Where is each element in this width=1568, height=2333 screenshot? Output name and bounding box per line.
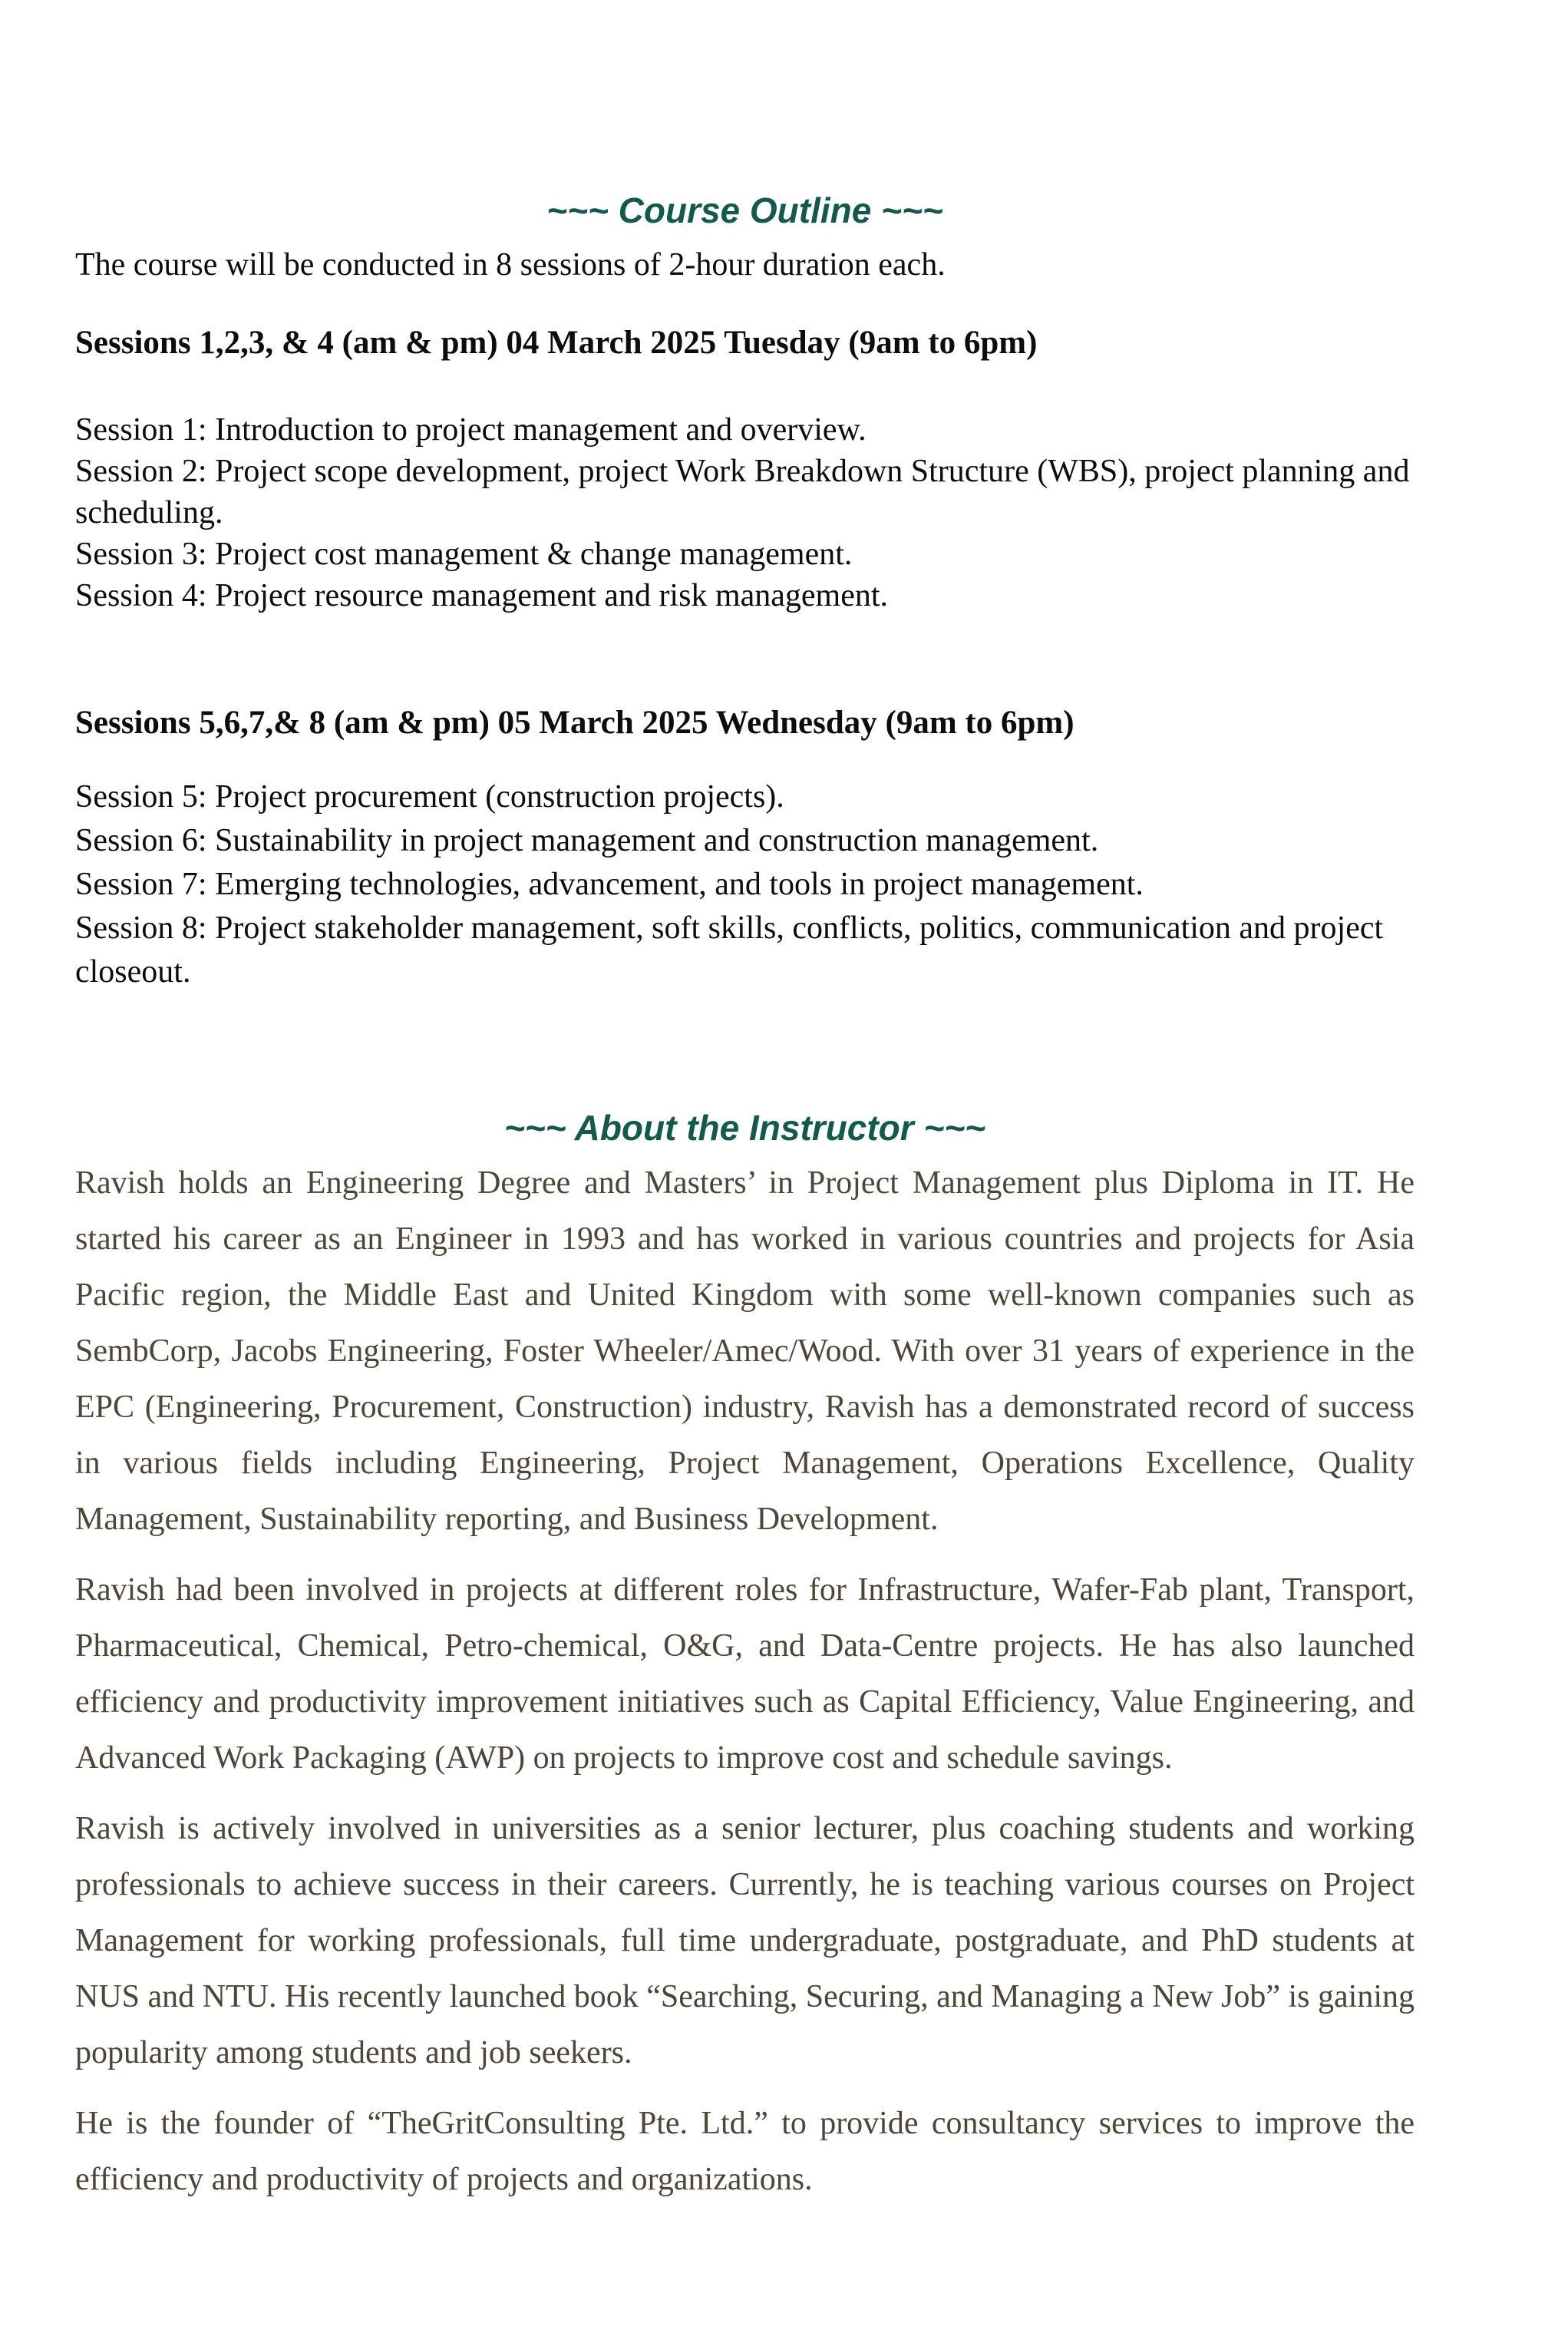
session-1-line: Session 1: Introduction to project management and overview.	[75, 412, 867, 448]
session-5-line: Session 5: Project procurement (construction projects).	[75, 779, 784, 815]
day1-session-list	[75, 409, 1415, 616]
about-instructor-heading: ~~~ About the Instructor ~~~	[503, 1108, 986, 1148]
instructor-paragraph-2: Ravish had been involved in projects at different roles for Infrastructure, Wafer-Fab plant, Transport, Pharmaceutical, Chemical, Petro-chemical, O&G, and Data-Centre projects. He has also launched efficiency and productivity improvement initiatives such as Capital Efficiency, Value Engineering, and Advanced Work Packaging (AWP) on projects to improve cost and schedule savings.	[75, 1572, 1415, 1776]
day1-sessions-heading: Sessions 1,2,3, & 4 (am & pm) 04 March 2025 Tuesday (9am to 6pm)	[75, 325, 1038, 361]
day2-sessions-heading: Sessions 5,6,7,& 8 (am & pm) 05 March 2025 Wednesday (9am to 6pm)	[75, 705, 1074, 741]
instructor-paragraph-4: He is the founder of “TheGritConsulting Pte. Ltd.” to provide consultancy services to improve the efficiency and productivity of projects and organizations.	[75, 2106, 1415, 2197]
session-4-line: Session 4: Project resource management and risk management.	[75, 578, 889, 613]
session-7-line: Session 7: Emerging technologies, advancement, and tools in project management.	[75, 867, 1144, 902]
document-page	[75, 0, 1415, 2222]
instructor-paragraph-1: Ravish holds an Engineering Degree and Masters’ in Project Management plus Diploma in IT. He started his career as an Engineer in 1993 and has worked in various countries and projects for Asia Pacific region, the Middle East and United Kingdom with some well-known companies such as SembCorp, Jacobs Engineering, Foster Wheeler/Amec/Wood. With over 31 years of experience in the EPC (Engineering, Procurement, Construction) industry, Ravish has a demonstrated record of success in various fields including Engineering, Project Management, Operations Excellence, Quality Management, Sustainability reporting, and Business Development.	[75, 1165, 1415, 1537]
course-intro-text: The course will be conducted in 8 sessions of 2-hour duration each.	[75, 247, 946, 283]
session-2-line: Session 2: Project scope development, project Work Breakdown Structure (WBS), project planning and scheduling.	[75, 454, 1410, 530]
day2-session-list	[75, 775, 1415, 994]
session-8-line: Session 8: Project stakeholder management, soft skills, conflicts, politics, communication and project closeout.	[75, 910, 1384, 990]
instructor-paragraph-3: Ravish is actively involved in universities as a senior lecturer, plus coaching students and working professionals to achieve success in their careers. Currently, he is teaching various courses on Project Management for working professionals, full time undergraduate, postgraduate, and PhD students at NUS and NTU. His recently launched book “Searching, Securing, and Managing a New Job” is gaining popularity among students and job seekers.	[75, 1811, 1415, 2070]
session-3-line: Session 3: Project cost management & change management.	[75, 537, 853, 572]
session-6-line: Session 6: Sustainability in project management and construction management.	[75, 823, 1099, 858]
course-outline-heading: ~~~ Course Outline ~~~	[546, 190, 943, 230]
